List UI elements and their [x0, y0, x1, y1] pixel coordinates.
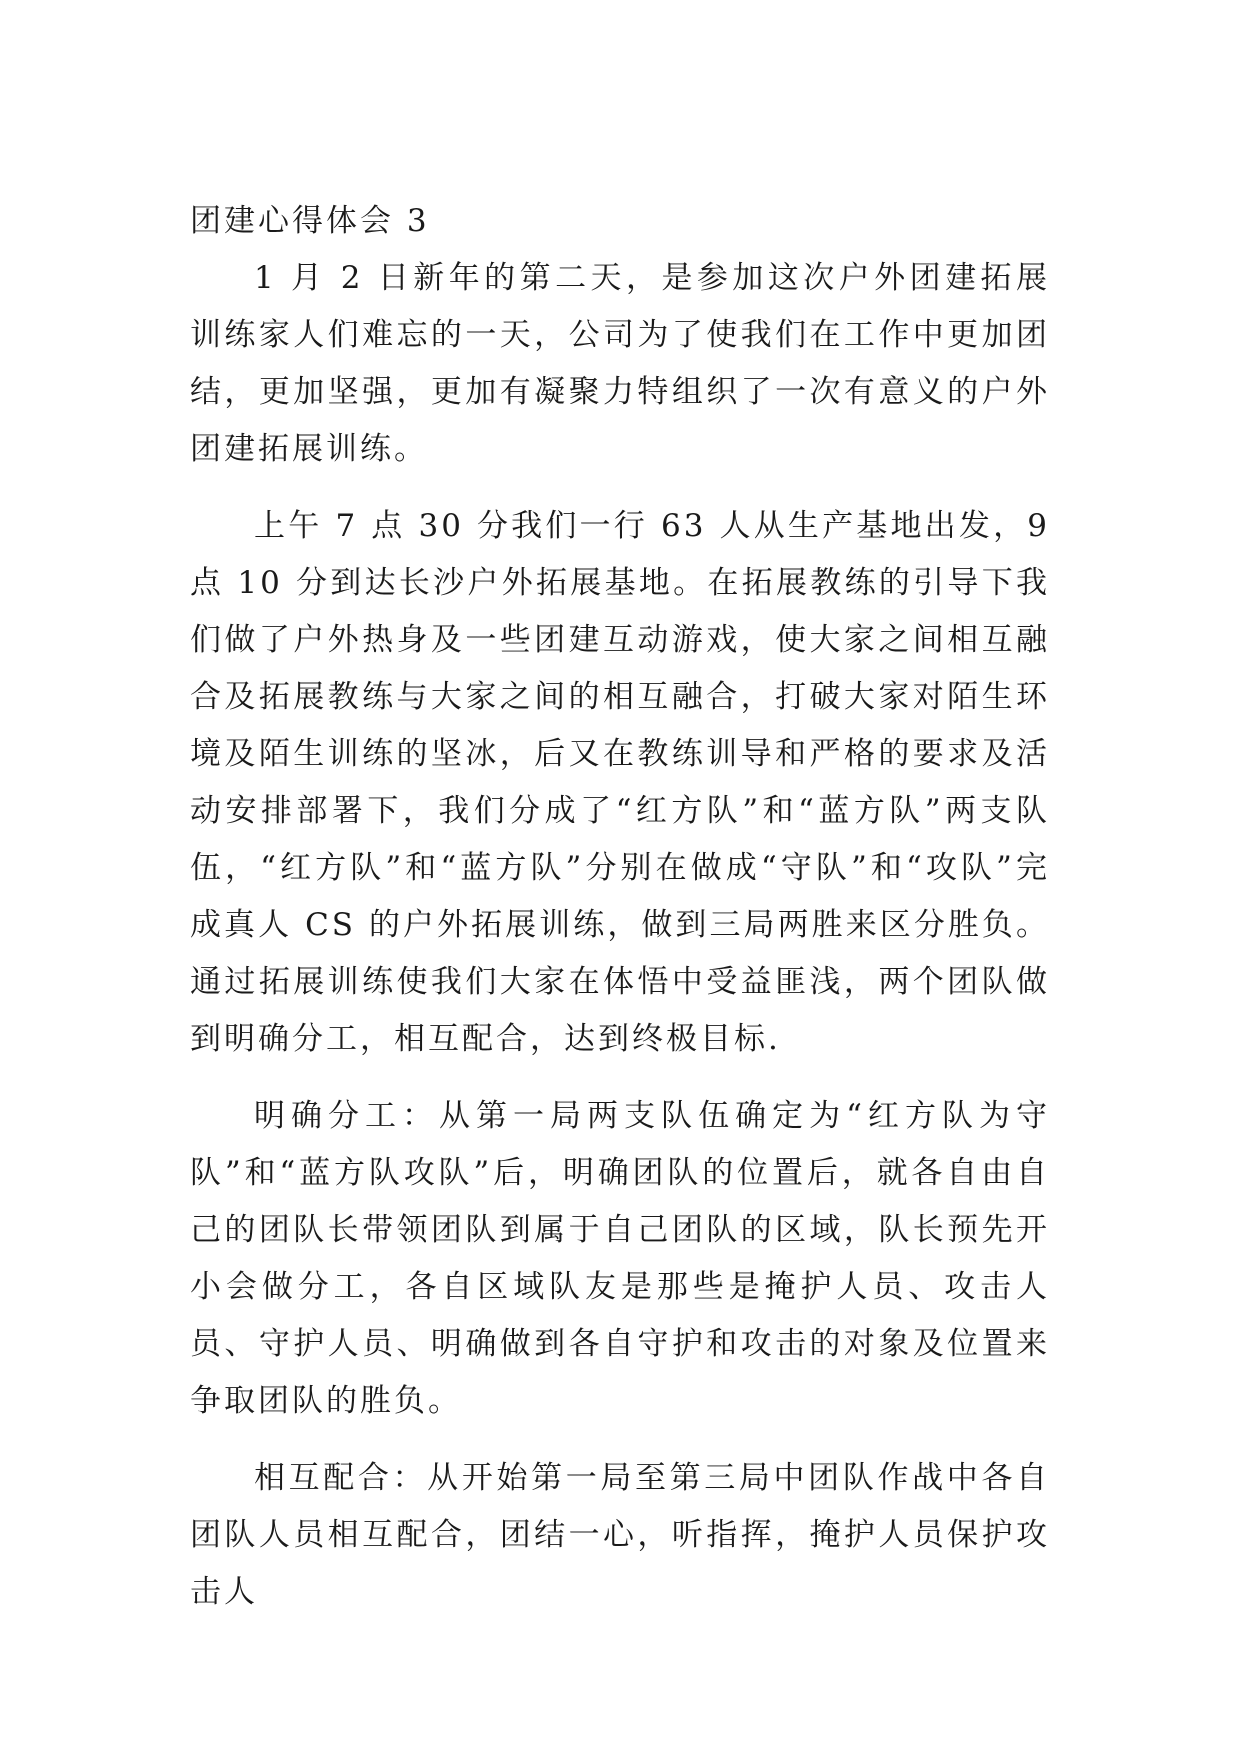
document-title: 团建心得体会 3	[190, 203, 430, 239]
paragraph: 上午 7 点 30 分我们一行 63 人从生产基地出发，9 点 10 分到达长沙户外拓展基地。在拓展教练的引导下我们做了户外热身及一些团建互动游戏，使大家之间相互融合及拓展教练与大家之间的相互融合，打破大家对陌生环境及陌生训练的坚冰，后又在教练训导和严格的要求及活动安排部署下，我们分成了“红方队”和“蓝方队”两支队伍，“红方队”和“蓝方队”分别在做成“守队”和“攻队”完成真人 CS 的户外拓展训练，做到三局两胜来区分胜负。通过拓展训练使我们大家在体悟中受益匪浅，两个团队做到明确分工，相互配合，达到终极目标.	[190, 508, 1050, 1057]
paragraph: 相互配合：从开始第一局至第三局中团队作战中各自团队人员相互配合，团结一心，听指挥，掩护人员保护攻击人	[190, 1460, 1050, 1610]
paragraph: 明确分工：从第一局两支队伍确定为“红方队为守队”和“蓝方队攻队”后，明确团队的位置后，就各自由自己的团队长带领团队到属于自己团队的区域，队长预先开小会做分工，各自区域队友是那些是掩护人员、攻击人员、守护人员、明确做到各自守护和攻击的对象及位置来争取团队的胜负。	[190, 1098, 1050, 1419]
paragraph: 1 月 2 日新年的第二天，是参加这次户外团建拓展训练家人们难忘的一天，公司为了使我们在工作中更加团结，更加坚强，更加有凝聚力特组织了一次有意义的户外团建拓展训练。	[190, 260, 1050, 467]
document-body	[190, 193, 1050, 1641]
